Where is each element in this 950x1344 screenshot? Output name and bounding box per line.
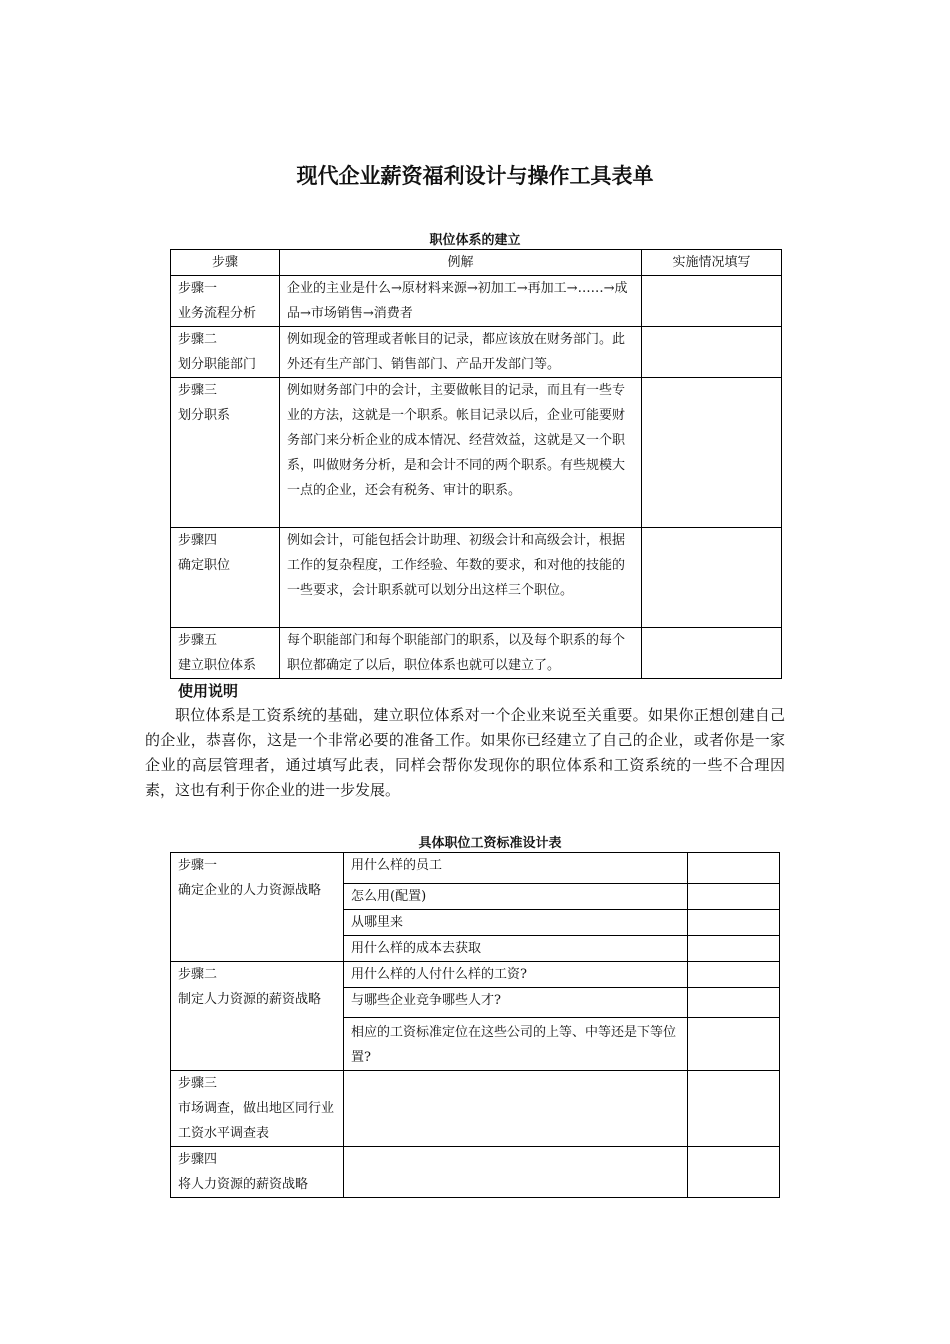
table-row bbox=[171, 327, 782, 378]
usage-paragraph: 职位体系是工资系统的基础，建立职位体系对一个企业来说至关重要。如果你正想创建自己的企业，恭喜你，这是一个非常必要的准备工作。如果你已经建立了自己的企业，或者你是一家企业的高层管理者，通过填写此表，同样会帮你发现你的职位体系和工资系统的一些不合理因素，这也有利于你企业的进一步发展。 bbox=[145, 706, 785, 799]
fill-cell[interactable] bbox=[642, 628, 782, 679]
table-row bbox=[171, 276, 782, 327]
step-label: 步骤四 bbox=[178, 533, 218, 548]
example-cell: 例如会计，可能包括会计助理、初级会计和高级会计，根据工作的复杂程度，工作经验、年数的要求，和对他的技能的一些要求，会计职系就可以划分出这样三个职位。 bbox=[280, 528, 642, 628]
usage-heading: 使用说明 bbox=[178, 682, 239, 700]
step-label: 步骤二 bbox=[178, 332, 218, 347]
step-label: 步骤三 bbox=[178, 1076, 218, 1091]
table-row bbox=[171, 1147, 780, 1198]
item-cell bbox=[344, 1147, 688, 1198]
step-name: 划分职能部门 bbox=[178, 357, 257, 372]
step-cell bbox=[171, 628, 280, 679]
step-cell bbox=[171, 1071, 344, 1147]
fill-cell[interactable] bbox=[642, 378, 782, 528]
step-name: 确定企业的人力资源战略 bbox=[178, 883, 322, 898]
item-cell: 相应的工资标准定位在这些公司的上等、中等还是下等位置? bbox=[344, 1018, 688, 1071]
item-cell: 从哪里来 bbox=[344, 910, 688, 936]
step-cell bbox=[171, 378, 280, 528]
fill-cell[interactable] bbox=[642, 528, 782, 628]
step-cell bbox=[171, 962, 344, 1071]
step-label: 步骤一 bbox=[178, 281, 218, 296]
header-example: 例解 bbox=[280, 250, 642, 276]
fill-cell[interactable] bbox=[642, 276, 782, 327]
item-cell: 怎么用(配置) bbox=[344, 884, 688, 910]
item-cell bbox=[344, 1071, 688, 1147]
table-row bbox=[171, 528, 782, 628]
step-cell bbox=[171, 1147, 344, 1198]
example-cell: 例如财务部门中的会计，主要做帐目的记录，而且有一些专业的方法，这就是一个职系。帐目记录以后，企业可能要财务部门来分析企业的成本情况、经营效益，这就是又一个职系，叫做财务分析，是和会计不同的两个职系。有些规模大一点的企业，还会有税务、审计的职系。 bbox=[280, 378, 642, 528]
table-row bbox=[171, 378, 782, 528]
fill-cell[interactable] bbox=[688, 1147, 780, 1198]
table1-caption: 职位体系的建立 bbox=[429, 233, 521, 248]
table-row bbox=[171, 628, 782, 679]
header-step: 步骤 bbox=[171, 250, 280, 276]
step-name: 确定职位 bbox=[178, 558, 231, 573]
item-cell: 用什么样的成本去获取 bbox=[344, 936, 688, 962]
table2-caption: 具体职位工资标准设计表 bbox=[418, 836, 562, 851]
example-cell: 企业的主业是什么→原材料来源→初加工→再加工→……→成品→市场销售→消费者 bbox=[280, 276, 642, 327]
fill-cell[interactable] bbox=[688, 1071, 780, 1147]
item-cell: 用什么样的员工 bbox=[344, 853, 688, 884]
fill-cell[interactable] bbox=[688, 988, 780, 1018]
step-label: 步骤五 bbox=[178, 633, 218, 648]
fill-cell[interactable] bbox=[688, 884, 780, 910]
fill-cell[interactable] bbox=[688, 1018, 780, 1071]
step-cell bbox=[171, 327, 280, 378]
page-title: 现代企业薪资福利设计与操作工具表单 bbox=[296, 164, 654, 188]
step-cell bbox=[171, 528, 280, 628]
step-label: 步骤一 bbox=[178, 858, 218, 873]
item-cell: 与哪些企业竞争哪些人才? bbox=[344, 988, 688, 1018]
example-cell: 例如现金的管理或者帐目的记录，都应该放在财务部门。此外还有生产部门、销售部门、产品开发部门等。 bbox=[280, 327, 642, 378]
table-row bbox=[171, 962, 780, 988]
item-cell: 用什么样的人付什么样的工资? bbox=[344, 962, 688, 988]
table-row bbox=[171, 853, 780, 884]
fill-cell[interactable] bbox=[688, 962, 780, 988]
fill-cell[interactable] bbox=[688, 853, 780, 884]
step-name: 将人力资源的薪资战略 bbox=[178, 1177, 309, 1192]
step-label: 步骤二 bbox=[178, 967, 218, 982]
example-cell: 每个职能部门和每个职能部门的职系，以及每个职系的每个职位都确定了以后，职位体系也就可以建立了。 bbox=[280, 628, 642, 679]
fill-cell[interactable] bbox=[688, 936, 780, 962]
header-fill: 实施情况填写 bbox=[642, 250, 782, 276]
step-label: 步骤四 bbox=[178, 1152, 218, 1167]
step-cell bbox=[171, 853, 344, 962]
step-name: 建立职位体系 bbox=[178, 658, 257, 673]
fill-cell[interactable] bbox=[688, 910, 780, 936]
table-row bbox=[171, 1071, 780, 1147]
fill-cell[interactable] bbox=[642, 327, 782, 378]
step-label: 步骤三 bbox=[178, 383, 218, 398]
step-name: 划分职系 bbox=[178, 408, 231, 423]
job-system-table bbox=[170, 249, 782, 679]
step-name: 业务流程分析 bbox=[178, 306, 257, 321]
step-name: 市场调查，做出地区同行业工资水平调查表 bbox=[178, 1101, 335, 1141]
step-name: 制定人力资源的薪资战略 bbox=[178, 992, 322, 1007]
step-cell bbox=[171, 276, 280, 327]
salary-standard-table bbox=[170, 852, 780, 1198]
